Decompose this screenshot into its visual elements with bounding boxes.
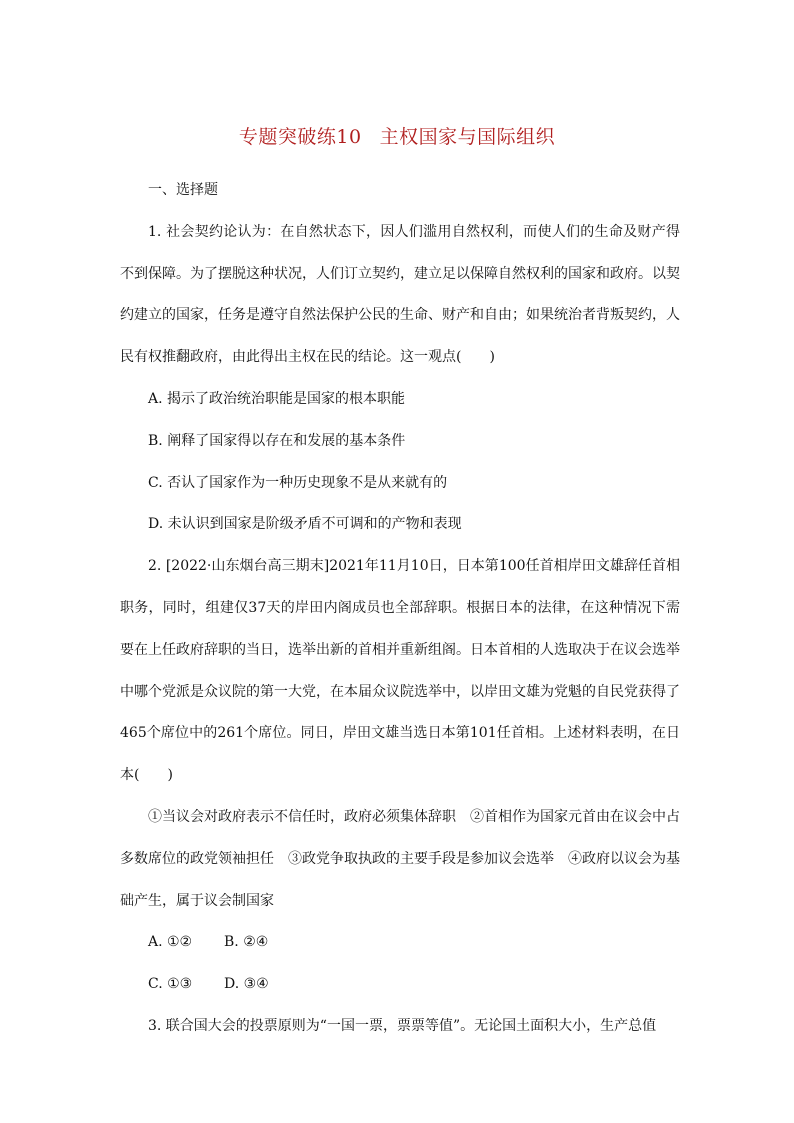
question-2-statements: ①当议会对政府表示不信任时，政府必须集体辞职 ②首相作为国家元首由在议会中占多数席位的政党领袖担任 ③政党争取执政的主要手段是参加议会选举 ④政府以议会为基础产生，属于议会制国家 [120, 808, 680, 909]
question-content [120, 170, 680, 1048]
question-2-stem: 2. [2022·山东烟台高三期末]2021年11月10日，日本第100任首相岸田文雄辞任首相职务，同时，组建仅37天的岸田内阁成员也全部辞职。根据日本的法律，在这种情况下需要在上任政府辞职的当日，选举出新的首相并重新组阁。日本首相的人选取决于在议会选举中哪个党派是众议院的第一大党，在本届众议院选举中，以岸田文雄为党魁的自民党获得了465个席位中的261个席位。同日，岸田文雄当选日本第101任首相。上述材料表明，在日本( ) [120, 558, 680, 784]
page-title-part-a: 专题突破练10 [238, 126, 362, 148]
question-2-option-c: C. ①③ [148, 976, 193, 993]
question-2-option-d: D. ③④ [224, 976, 269, 993]
question-3-stem: 3. 联合国大会的投票原则为“一国一票，票票等值”。无论国土面积大小，生产总值 [148, 1017, 657, 1034]
question-2-options-row-2 [120, 964, 680, 1006]
question-2-options-row-1 [120, 922, 680, 964]
question-1-stem: 1. 社会契约论认为：在自然状态下，因人们滥用自然权利，而使人们的生命及财产得不到保障。为了摆脱这种状况，人们订立契约，建立足以保障自然权利的国家和政府。以契约建立的国家，任务是遵守自然法保护公民的生命、财产和自由；如果统治者背叛契约，人民有权推翻政府，由此得出主权在民的结论。这一观点( ) [120, 223, 680, 366]
section-heading: 一、选择题 [148, 182, 218, 198]
question-1-option-b: B. 阐释了国家得以存在和发展的基本条件 [148, 432, 406, 449]
question-2-option-a: A. ①② [148, 934, 193, 951]
question-1-option-d: D. 未认识到国家是阶级矛盾不可调和的产物和表现 [148, 516, 462, 533]
question-1-option-c: C. 否认了国家作为一种历史现象不是从来就有的 [148, 474, 448, 491]
page-title [0, 122, 794, 149]
question-2-option-b: B. ②④ [224, 934, 269, 951]
question-1-option-a: A. 揭示了政治统治职能是国家的根本职能 [148, 390, 406, 407]
page-title-part-b: 主权国家与国际组织 [379, 126, 556, 148]
